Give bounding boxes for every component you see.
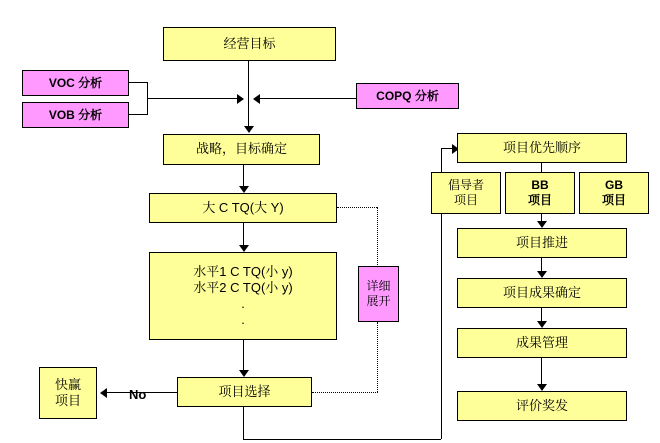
node-text-line: 倡导者	[447, 178, 484, 192]
node-text-line: 项目	[601, 193, 626, 207]
arrowhead-result-to-management	[537, 321, 547, 328]
project-result-confirm-node	[457, 278, 627, 308]
dotted-bigctq-to-detail	[337, 207, 377, 208]
connector-result-to-management	[541, 308, 542, 321]
connector-bigctq-to-levelctq	[243, 223, 244, 245]
node-text-line: GB	[605, 178, 623, 192]
project-priority-node	[457, 133, 627, 163]
champion-project-node	[431, 172, 501, 214]
quick-win-project-node	[39, 367, 97, 419]
bb-project-node	[505, 172, 575, 214]
connector-goal-to-strategy	[248, 61, 249, 126]
connector-levelctq-to-selection	[243, 340, 244, 370]
connector-vocvob-to-center	[147, 98, 237, 99]
node-text-line: COPQ 分析	[376, 88, 439, 103]
dotted-detail-bottom-drop	[377, 322, 378, 392]
connector-selection-right	[243, 439, 441, 440]
copq-analysis-node	[356, 83, 459, 109]
node-text-line: 大 C TQ(大 Y)	[202, 199, 284, 215]
connector-copq-to-center	[260, 98, 356, 99]
arrowhead-goal-to-strategy	[244, 126, 254, 133]
arrowhead-projects-to-promotion	[537, 221, 547, 228]
node-text-line: VOB 分析	[48, 107, 103, 122]
node-text-line: 项目	[527, 193, 552, 207]
big-ctq-node	[149, 193, 337, 223]
node-text-line: 快赢	[54, 376, 81, 392]
connector-strategy-to-bigctq	[243, 165, 244, 186]
arrowhead-strategy-to-bigctq	[239, 186, 249, 193]
node-text-line: 展开	[366, 294, 391, 308]
arrowhead-bigctq-to-levelctq	[239, 245, 249, 252]
connector-promotion-to-result	[541, 258, 542, 271]
arrowhead-vocvob-to-center	[237, 94, 244, 104]
node-text-line: 经营目标	[223, 35, 276, 51]
node-text-line: .	[241, 312, 245, 328]
connector-projects-to-promotion	[541, 214, 542, 221]
arrowhead-promotion-to-result	[537, 271, 547, 278]
node-text-line: 评价奖发	[515, 397, 568, 413]
node-text-line: .	[241, 296, 245, 311]
connector-voc-out	[129, 82, 147, 83]
business-goal-node	[163, 27, 336, 61]
arrowhead-copq-to-center	[253, 94, 260, 104]
connector-management-to-award	[541, 358, 542, 384]
node-text-line: 战略，目标确定	[195, 141, 287, 157]
detail-expand-node	[358, 266, 399, 322]
connector-priority-to-projects	[541, 163, 542, 172]
vob-analysis-node	[22, 102, 129, 128]
node-text-line: 项目	[453, 193, 478, 207]
dotted-detail-top-drop	[377, 207, 378, 267]
voc-analysis-node	[22, 70, 129, 96]
project-selection-node	[177, 377, 312, 407]
node-text-line: 水平1 C TQ(小 y)	[193, 263, 293, 279]
node-text-line: 详细	[366, 279, 391, 293]
arrowhead-levelctq-to-selection	[239, 370, 249, 377]
node-text-line: 成果管理	[515, 334, 568, 350]
connector-vob-out	[129, 114, 147, 115]
node-text-line: 项目推进	[515, 234, 568, 250]
node-text-line: 项目	[54, 393, 81, 408]
arrowhead-selection-to-quickwin	[100, 388, 107, 398]
dotted-selection-to-detail	[312, 392, 378, 393]
level-ctq-node	[149, 252, 337, 340]
arrowhead-management-to-award	[537, 384, 547, 391]
node-text-line: BB	[531, 178, 549, 192]
node-text-line: 项目选择	[218, 383, 271, 399]
node-text-line: 水平2 C TQ(小 y)	[193, 279, 293, 295]
node-text-line: 项目成果确定	[502, 284, 581, 300]
result-management-node	[457, 328, 627, 358]
strategy-goal-node	[163, 134, 320, 165]
node-text-line: 项目优先顺序	[502, 139, 581, 155]
node-text-line: VOC 分析	[48, 75, 103, 90]
gb-project-node	[579, 172, 649, 214]
no-label: No	[129, 387, 147, 402]
project-promotion-node	[457, 228, 627, 258]
evaluation-award-node	[457, 391, 627, 421]
connector-selection-down	[243, 407, 244, 439]
